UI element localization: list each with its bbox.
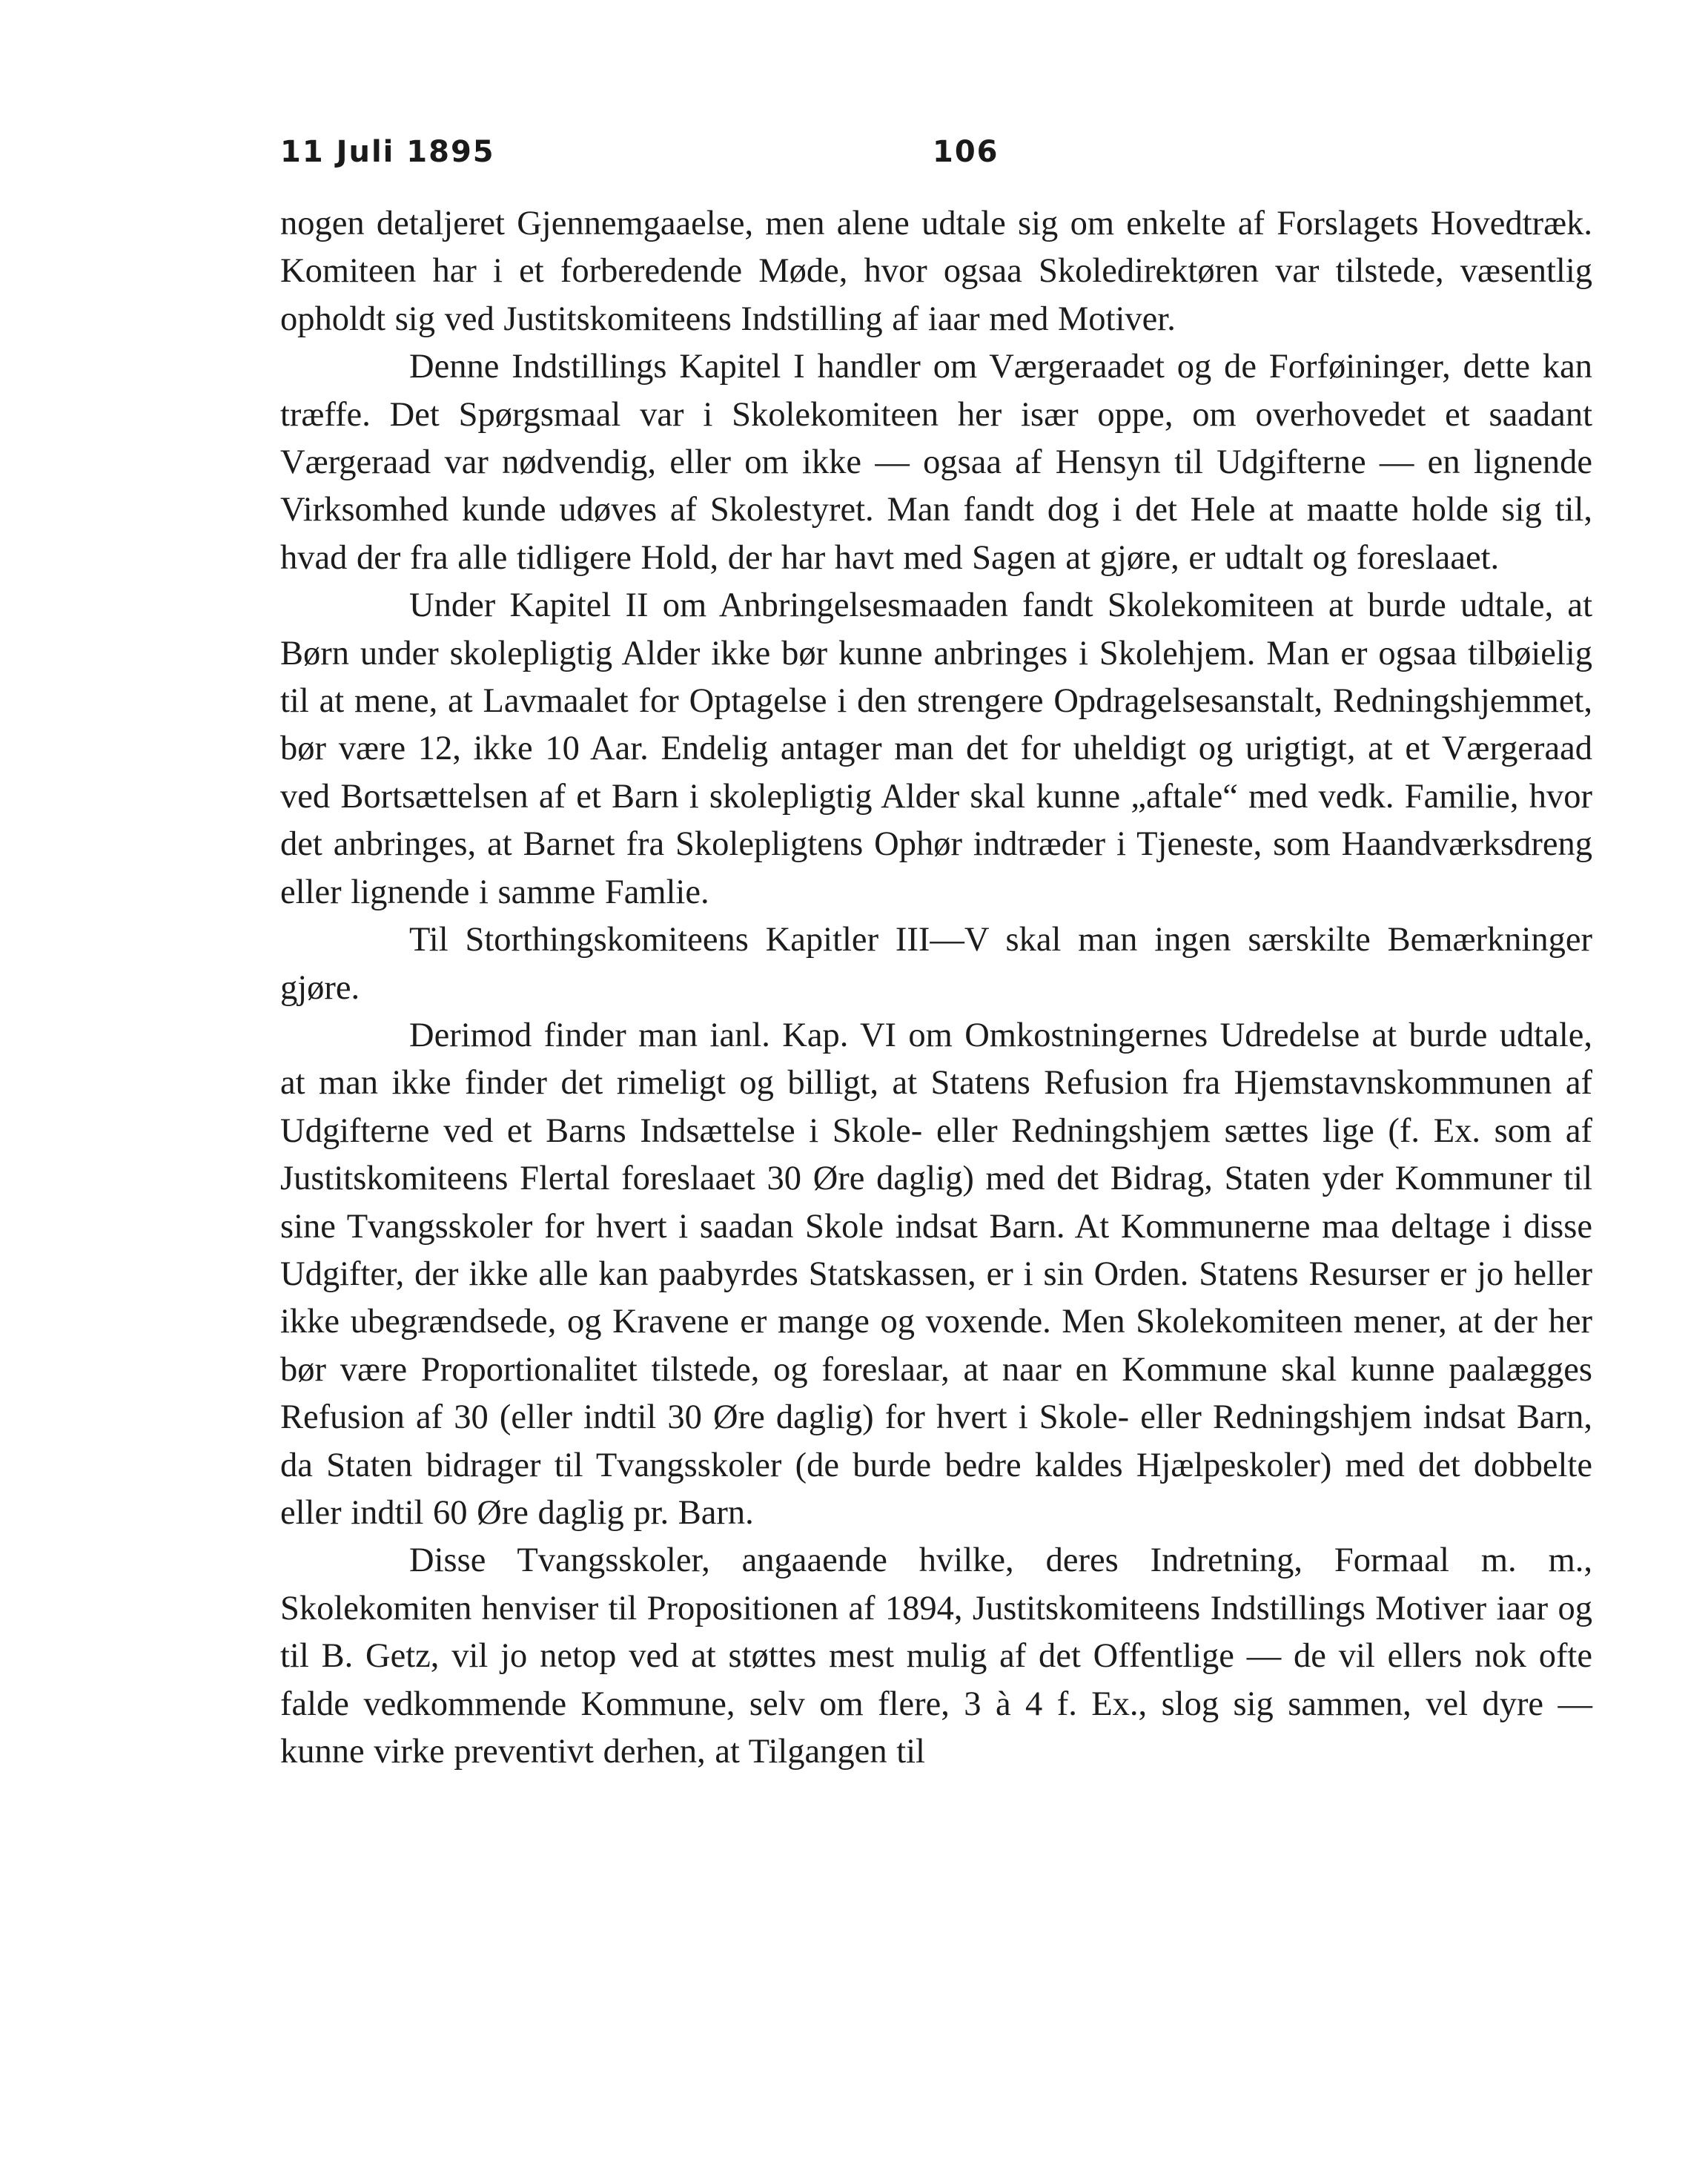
paragraph: Under Kapitel II om Anbringelsesmaaden fandt Skolekomiteen at burde udtale, at Børn under skolepligtig Alder ikke bør kunne anbringes i Skolehjem. Man er ogsaa tilbøielig til at mene, at Lavmaalet for Optagelse i den strengere Opdragelsesanstalt, Redningshjemmet, bør være 12, ikke 10 Aar. Endelig antager man det for uheldigt og urigtigt, at et Værgeraad ved Bortsættelsen af et Barn i skolepligtig Alder skal kunne „aftale“ med vedk. Familie, hvor det anbringes, at Barnet fra Skolepligtens Ophør indtræder i Tjeneste, som Haandværksdreng eller lignende i samme Famlie. (280, 586, 1592, 911)
paragraph: Derimod finder man ianl. Kap. VI om Omkostningernes Udredelse at burde udtale, at man ikke finder det rimeligt og billigt, at Statens Refusion fra Hjemstavnskommunen af Udgifterne ved et Barns Indsættelse i Skole- eller Redningshjem sættes lige (f. Ex. som af Justitskomiteens Flertal foreslaaet 30 Øre daglig) med det Bidrag, Staten yder Kommuner til sine Tvangsskoler for hvert i saadan Skole indsat Barn. At Kommunerne maa deltage i disse Udgifter, der ikke alle kan paabyrdes Statskassen, er i sin Orden. Statens Resurser er jo heller ikke ubegrændsede, og Kravene er mange og voxende. Men Skolekomiteen mener, at der her bør være Proportionalitet tilstede, og foreslaar, at naar en Kommune skal kunne paalægges Refusion af 30 (eller indtil 30 Øre daglig) for hvert i Skole- eller Redningshjem indsat Barn, da Staten bidrager til Tvangsskoler (de burde bedre kaldes Hjælpeskoler) med det dobbelte eller indtil 60 Øre daglig pr. Barn. (280, 1016, 1592, 1532)
paragraph: Denne Indstillings Kapitel I handler om Værgeraadet og de Forføininger, dette kan træffe. Det Spørgsmaal var i Skolekomiteen her især oppe, om overhovedet et saadant Værgeraad var nødvendig, eller om ikke — ogsaa af Hensyn til Udgifterne — en lignende Virksomhed kunde udøves af Skolestyret. Man fandt dog i det Hele at maatte holde sig til, hvad der fra alle tidligere Hold, der har havt med Sagen at gjøre, er udtalt og foreslaaet. (280, 348, 1592, 577)
paragraph: Disse Tvangsskoler, angaaende hvilke, deres Indretning, Formaal m. m., Skolekomiten henviser til Propositionen af 1894, Justitskomiteens Indstillings Motiver iaar og til B. Getz, vil jo netop ved at støttes mest mulig af det Offentlige — de vil ellers nok ofte falde vedkommende Kommune, selv om flere, 3 à 4 f. Ex., slog sig sammen, vel dyre — kunne virke preventivt derhen, at Tilgangen til (280, 1541, 1592, 1771)
paragraph: nogen detaljeret Gjennemgaaelse, men alene udtale sig om enkelte af Forslagets Hovedtræk. Komiteen har i et forberedende Møde, hvor ogsaa Skoledirektøren var tilstede, væsentlig opholdt sig ved Justitskomiteens Indstilling af iaar med Motiver. (280, 205, 1592, 338)
header-date: 11 Juli 1895 (280, 135, 495, 169)
page-number: 106 (933, 135, 999, 169)
paragraph: Til Storthingskomiteens Kapitler III—V skal man ingen særskilte Bemærkninger gjøre. (280, 921, 1592, 1007)
page-header (280, 125, 1592, 184)
body-text (280, 200, 1592, 1776)
